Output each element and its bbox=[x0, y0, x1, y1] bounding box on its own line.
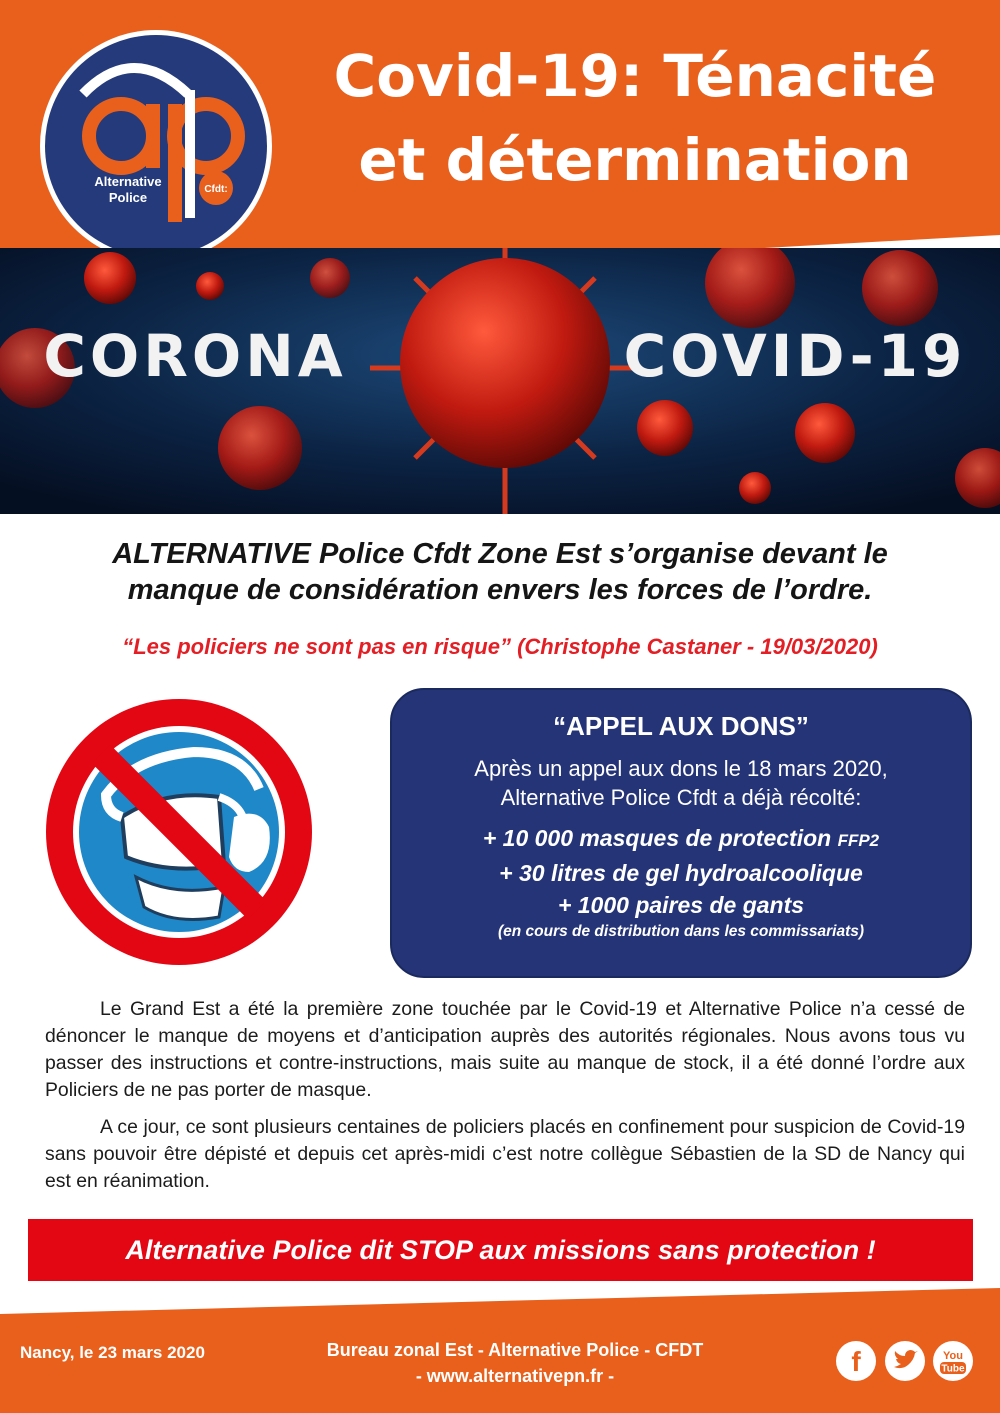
facebook-icon[interactable] bbox=[835, 1340, 877, 1382]
corona-banner-image bbox=[0, 248, 1000, 514]
no-mask-prohibition-icon bbox=[44, 697, 314, 967]
donation-intro bbox=[392, 754, 970, 812]
logo-text-alternative: Alternative bbox=[94, 174, 162, 189]
title-line-1: Covid-19: Ténacité bbox=[333, 42, 937, 110]
footer-date: Nancy, le 23 mars 2020 bbox=[20, 1343, 205, 1362]
banner-word-corona: CORONA bbox=[43, 322, 347, 390]
youtube-tube: Tube bbox=[941, 1363, 965, 1375]
donation-note: (en cours de distribution dans les commissariats) bbox=[497, 923, 865, 940]
headline bbox=[40, 536, 960, 608]
logo-cfdt-badge: Cfdt: bbox=[204, 184, 228, 195]
donation-items bbox=[392, 822, 970, 921]
body-paragraph-1: Le Grand Est a été la première zone touchée par le Covid-19 et Alternative Police n’a cessé de dénoncer le manque de moyens et d’anticipation auprès des autorités régionales. Nous avons tous vu passer des instructions et contre-instructions, mais suite au manque de stock, il a été donné l’ordre aux Policiers de ne pas porter de masque. bbox=[45, 998, 965, 1101]
title-line-2: et détermination bbox=[358, 126, 912, 194]
youtube-icon[interactable] bbox=[932, 1340, 974, 1382]
facebook-glyph: f bbox=[851, 1346, 861, 1377]
ffp2-label: FFP2 bbox=[837, 831, 880, 850]
page-title bbox=[290, 34, 980, 202]
donation-item-gel: + 30 litres de gel hydroalcoolique bbox=[499, 860, 863, 886]
headline-line-2: manque de considération envers les forces de l’ordre. bbox=[127, 574, 873, 606]
donation-title: “APPEL AUX DONS” bbox=[553, 711, 809, 741]
alternative-police-logo bbox=[38, 28, 274, 264]
banner-word-covid: COVID-19 bbox=[623, 322, 967, 390]
headline-line-1: ALTERNATIVE Police Cfdt Zone Est s’organise devant le bbox=[112, 538, 888, 570]
donation-item-gloves: + 1000 paires de gants bbox=[557, 892, 805, 918]
footer-website-link[interactable]: - www.alternativepn.fr - bbox=[415, 1366, 615, 1386]
castaner-quote: “Les policiers ne sont pas en risque” (Christophe Castaner - 19/03/2020) bbox=[122, 634, 878, 659]
body-text bbox=[45, 996, 965, 1205]
donation-intro-line-1: Après un appel aux dons le 18 mars 2020, bbox=[474, 756, 888, 781]
donation-intro-line-2: Alternative Police Cfdt a déjà récolté: bbox=[500, 785, 862, 810]
footer-office bbox=[250, 1337, 780, 1389]
stop-banner: Alternative Police dit STOP aux missions sans protection ! bbox=[28, 1219, 973, 1281]
youtube-you: You bbox=[943, 1350, 963, 1362]
body-paragraph-2: A ce jour, ce sont plusieurs centaines de policiers placés en confinement pour suspicion de Covid-19 sans pouvoir être dépisté et depuis cet après-midi c’est notre collègue Sébastien de la SD de Nancy qui est en réanimation. bbox=[45, 1116, 965, 1192]
donation-item-masks-text: + 10 000 masques de protection bbox=[482, 825, 832, 851]
twitter-icon[interactable] bbox=[884, 1340, 926, 1382]
donation-item-masks bbox=[392, 822, 970, 857]
footer-office-name: Bureau zonal Est - Alternative Police - CFDT bbox=[326, 1340, 704, 1360]
logo-text-police: Police bbox=[108, 190, 148, 205]
donation-callout bbox=[390, 688, 972, 978]
